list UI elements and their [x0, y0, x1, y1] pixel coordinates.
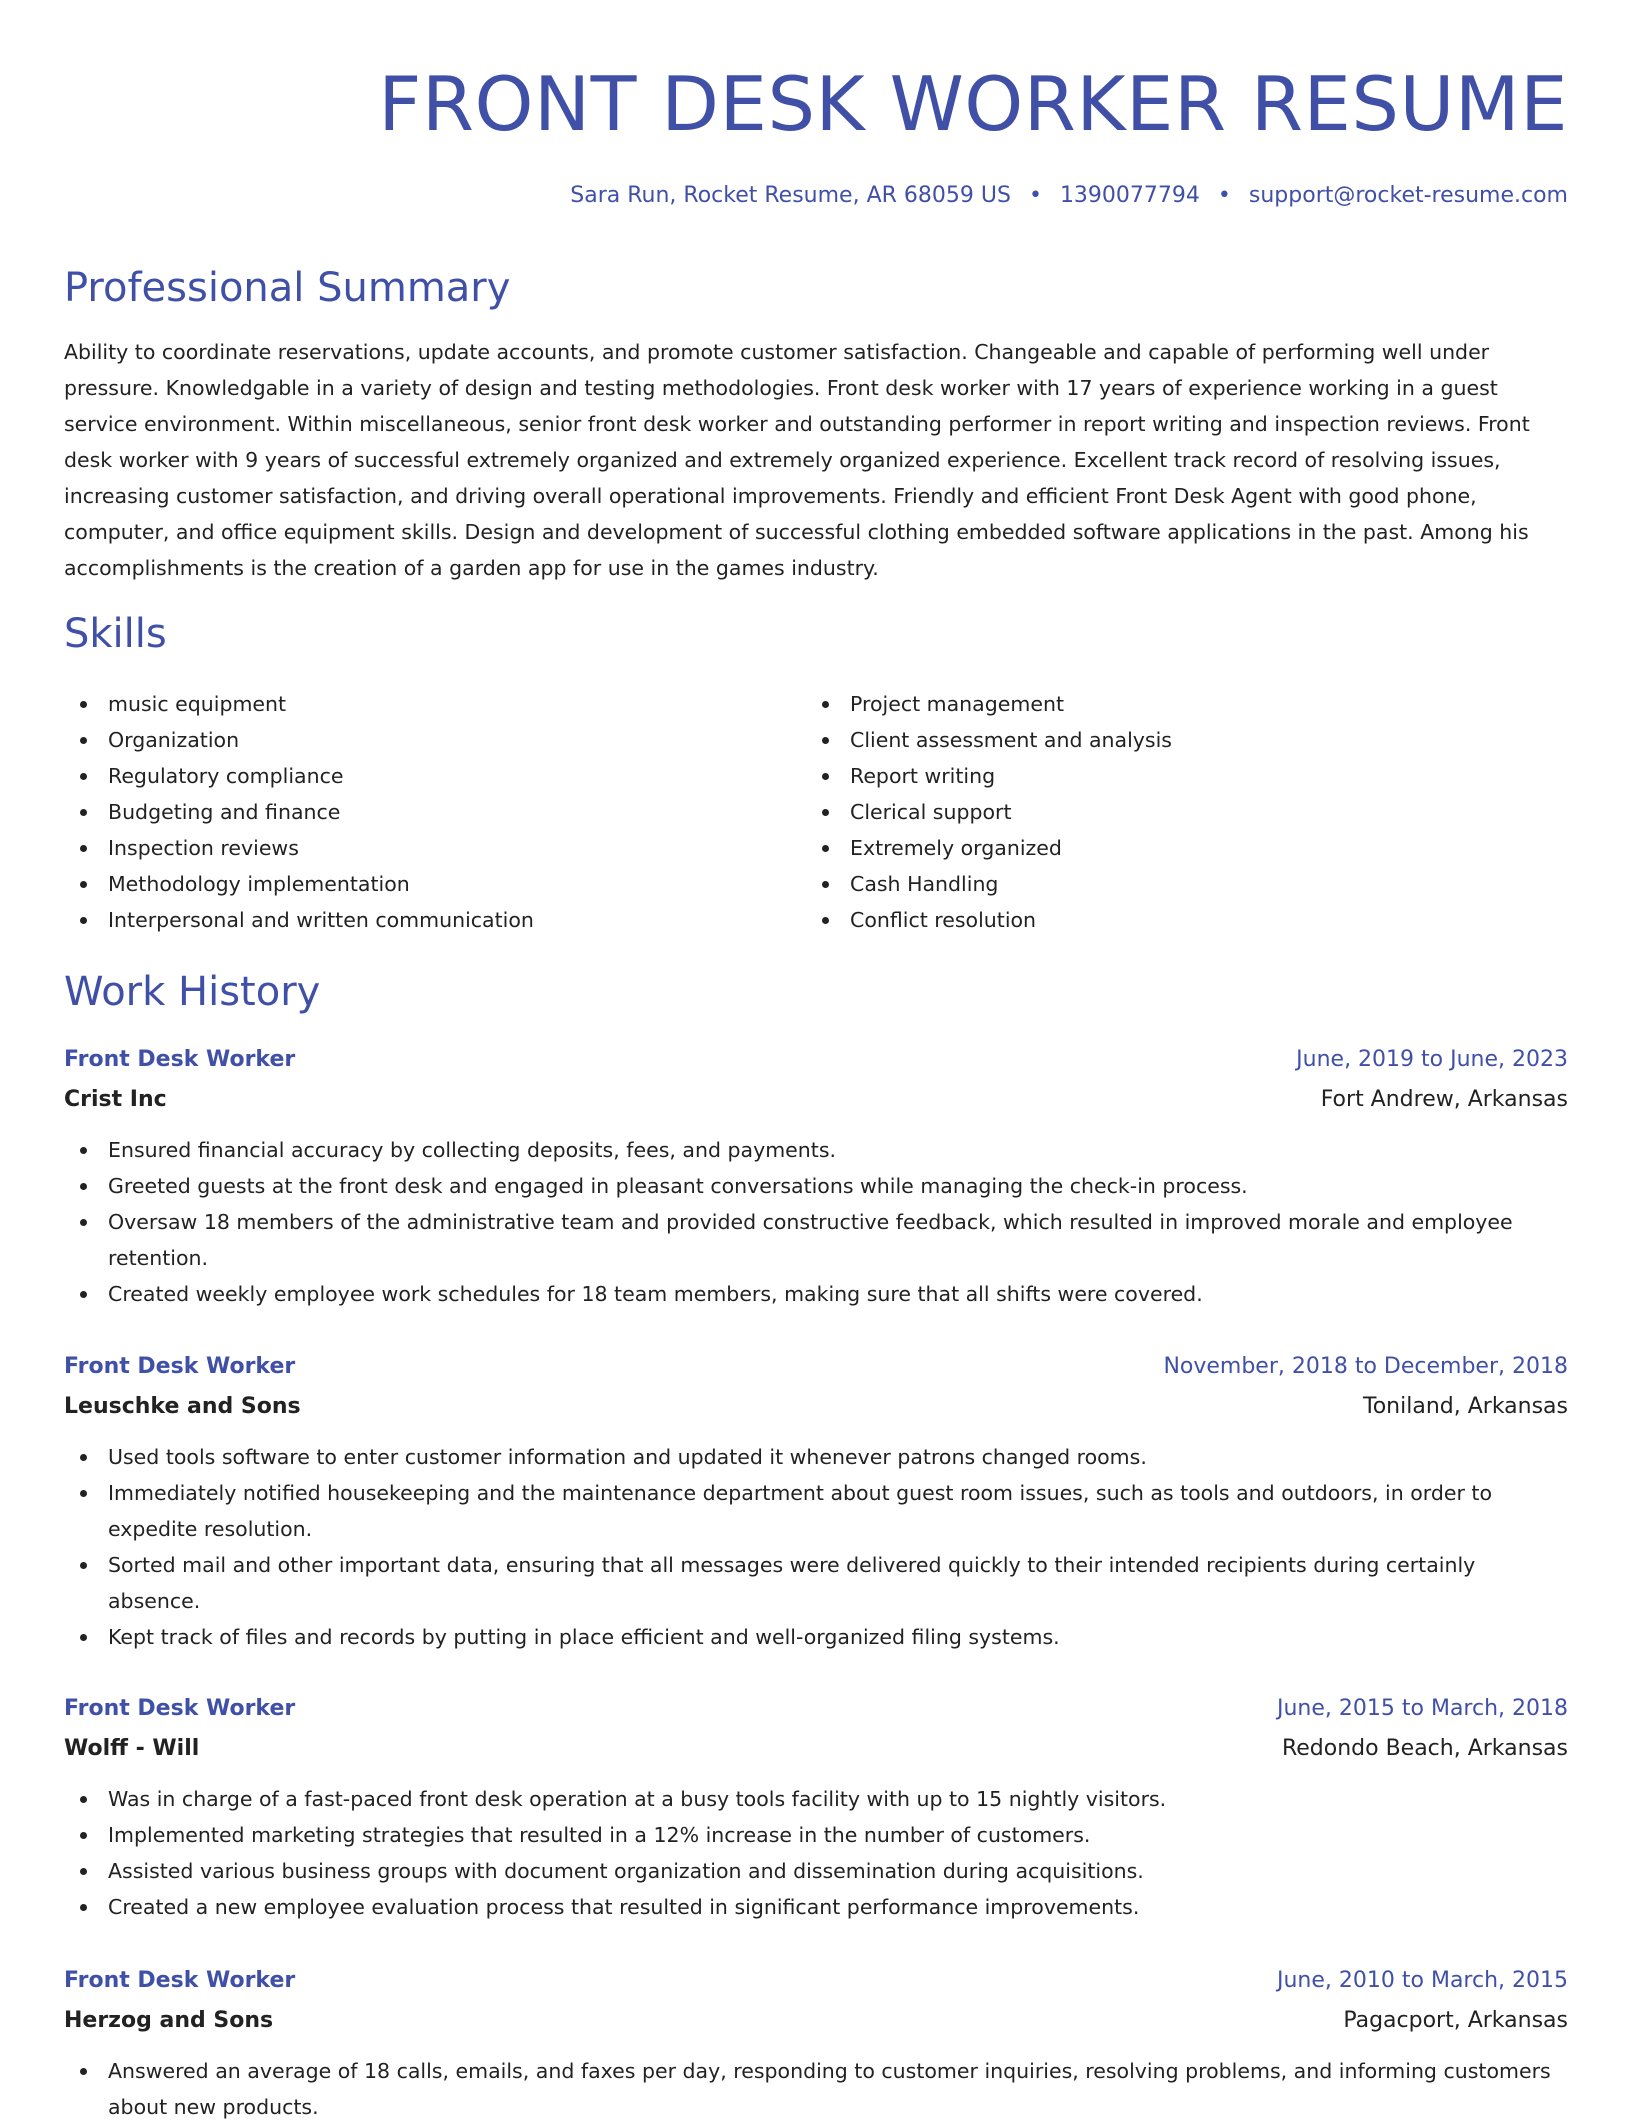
job-duties	[64, 1132, 1568, 1312]
skills-column-left	[64, 686, 534, 938]
duty-item: Assisted various business groups with document organization and dissemination during acquisitions.	[64, 1853, 1568, 1889]
duty-item: Answered an average of 18 calls, emails, and faxes per day, responding to customer inquiries, resolving problems, and informing customers about new products.	[64, 2053, 1568, 2125]
skill-item: music equipment	[64, 686, 534, 722]
skill-item: Interpersonal and written communication	[64, 902, 534, 938]
skill-item: Regulatory compliance	[64, 758, 534, 794]
work-history-heading: Work History	[64, 969, 321, 1015]
resume-title: FRONT DESK WORKER RESUME	[378, 60, 1568, 148]
job-dates: November, 2018 to December, 2018	[1163, 1354, 1568, 1379]
job-title: Front Desk Worker	[64, 1047, 296, 1072]
job-location: Toniland, Arkansas	[1363, 1394, 1568, 1419]
duty-item: Immediately notified housekeeping and the maintenance department about guest room issues, such as tools and outdoors, in order to expedite resolution.	[64, 1475, 1568, 1547]
skill-item: Clerical support	[806, 794, 1172, 830]
duty-item: Sorted mail and other important data, ensuring that all messages were delivered quickly to their intended recipients during certainly absence.	[64, 1547, 1568, 1619]
duty-item: Oversaw 18 members of the administrative team and provided constructive feedback, which resulted in improved morale and employee retention.	[64, 1204, 1568, 1276]
job-company: Crist Inc	[64, 1087, 167, 1112]
contact-email[interactable]: support@rocket-resume.com	[1248, 183, 1568, 208]
job-duties	[64, 2053, 1568, 2125]
skills-heading: Skills	[64, 611, 167, 657]
skill-item: Report writing	[806, 758, 1172, 794]
skill-item: Conflict resolution	[806, 902, 1172, 938]
duty-item: Created a new employee evaluation process that resulted in significant performance improvements.	[64, 1889, 1568, 1925]
job-entry	[64, 1040, 1568, 1312]
skill-item: Client assessment and analysis	[806, 722, 1172, 758]
duty-item: Ensured financial accuracy by collecting deposits, fees, and payments.	[64, 1132, 1568, 1168]
summary-heading: Professional Summary	[64, 265, 511, 311]
skill-item: Cash Handling	[806, 866, 1172, 902]
job-dates: June, 2010 to March, 2015	[1277, 1968, 1568, 1993]
job-company: Wolff - Will	[64, 1736, 200, 1761]
job-location: Pagacport, Arkansas	[1343, 2008, 1568, 2033]
skill-item: Inspection reviews	[64, 830, 534, 866]
job-entry	[64, 1347, 1568, 1655]
contact-line	[570, 180, 1568, 212]
duty-item: Used tools software to enter customer information and updated it whenever patrons changed rooms.	[64, 1439, 1568, 1475]
skill-item: Project management	[806, 686, 1172, 722]
contact-phone: 1390077794	[1059, 183, 1200, 208]
job-dates: June, 2019 to June, 2023	[1296, 1047, 1568, 1072]
skill-item: Extremely organized	[806, 830, 1172, 866]
contact-address: Sara Run, Rocket Resume, AR 68059 US	[570, 183, 1011, 208]
contact-separator: •	[1028, 183, 1042, 208]
job-duties	[64, 1781, 1568, 1925]
duty-item: Created weekly employee work schedules for 18 team members, making sure that all shifts were covered.	[64, 1276, 1568, 1312]
duty-item: Implemented marketing strategies that resulted in a 12% increase in the number of customers.	[64, 1817, 1568, 1853]
job-company: Herzog and Sons	[64, 2008, 274, 2033]
job-entry	[64, 1689, 1568, 1925]
duty-item: Was in charge of a fast-paced front desk operation at a busy tools facility with up to 15 nightly visitors.	[64, 1781, 1568, 1817]
summary-text: Ability to coordinate reservations, update accounts, and promote customer satisfaction. Changeable and capable of performing well under pressure. Knowledgable in a variety of design and testing methodologies. Front desk worker with 17 years of experience working in a guest service environment. Within miscellaneous, senior front desk worker and outstanding performer in report writing and inspection reviews. Front desk worker with 9 years of successful extremely organized and extremely organized experience. Excellent track record of resolving issues, increasing customer satisfaction, and driving overall operational improvements. Friendly and efficient Front Desk Agent with good phone, computer, and office equipment skills. Design and development of successful clothing embedded software applications in the past. Among his accomplishments is the creation of a garden app for use in the games industry.	[64, 340, 1530, 580]
job-entry	[64, 1961, 1568, 2125]
job-dates: June, 2015 to March, 2018	[1277, 1696, 1568, 1721]
skill-item: Methodology implementation	[64, 866, 534, 902]
job-title: Front Desk Worker	[64, 1354, 296, 1379]
duty-item: Kept track of files and records by putting in place efficient and well-organized filing systems.	[64, 1619, 1568, 1655]
duty-item: Greeted guests at the front desk and engaged in pleasant conversations while managing the check-in process.	[64, 1168, 1568, 1204]
job-location: Redondo Beach, Arkansas	[1281, 1736, 1568, 1761]
job-title: Front Desk Worker	[64, 1696, 296, 1721]
contact-separator: •	[1217, 183, 1231, 208]
job-duties	[64, 1439, 1568, 1655]
job-location: Fort Andrew, Arkansas	[1320, 1087, 1568, 1112]
skill-item: Budgeting and finance	[64, 794, 534, 830]
job-company: Leuschke and Sons	[64, 1394, 301, 1419]
skills-column-right	[806, 686, 1172, 938]
job-title: Front Desk Worker	[64, 1968, 296, 1993]
skill-item: Organization	[64, 722, 534, 758]
